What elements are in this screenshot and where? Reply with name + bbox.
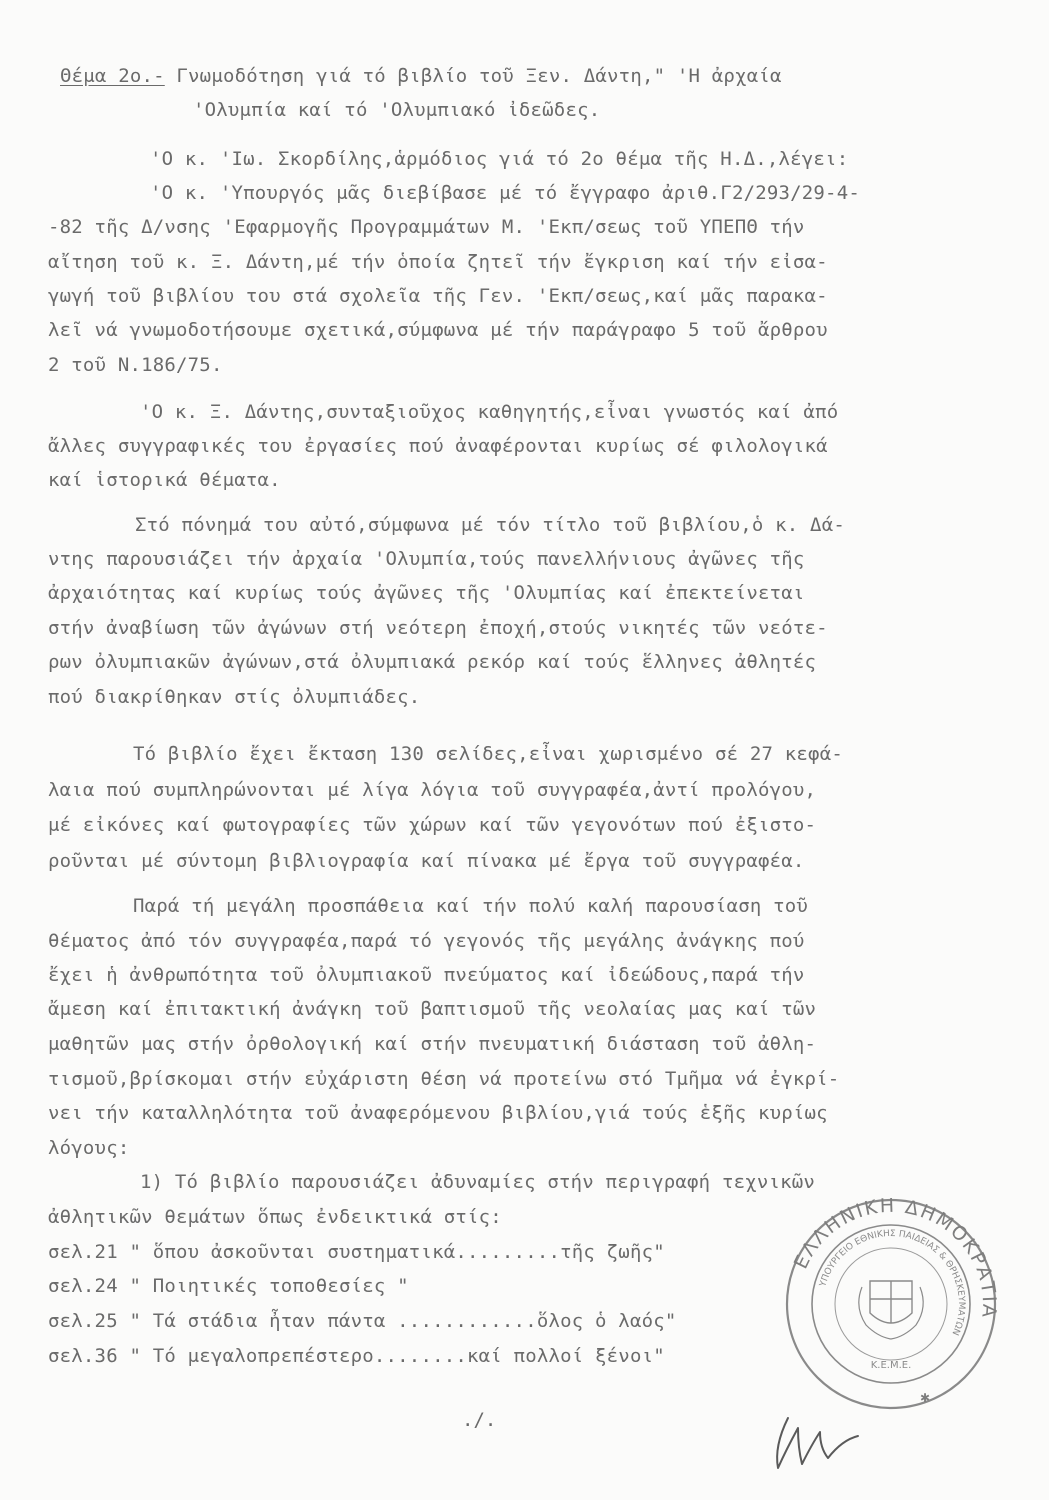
paragraph-5-line: θέματος ἀπό τόν συγγραφέα,παρά τό γεγονός τῆς μεγάλης ἀνάγκης πού: [48, 930, 805, 952]
paragraph-1-line: 2 τοῦ Ν.186/75.: [48, 354, 223, 376]
paragraph-3-line: στήν ἀναβίωση τῶν ἀγώνων στή νεότερη ἐποχή,στούς νικητές τῶν νεότε-: [48, 617, 828, 639]
subject-title-part-2: 'Ολυμπία καί τό 'Ολυμπιακό ἰδεῶδες.: [193, 99, 601, 121]
paragraph-5-line: Παρά τή μεγάλη προσπάθεια καί τήν πολύ καλή παρουσίαση τοῦ: [133, 895, 809, 917]
stamp-outer-text: ΕΛΛΗΝΙΚΗ ΔΗΜΟΚΡΑΤΙΑ: [789, 1195, 1000, 1321]
citation-line: σελ.24 " Ποιητικές τοποθεσίες ": [48, 1275, 409, 1297]
handwritten-signature: [768, 1410, 864, 1474]
page-continuation-marker: ./.: [462, 1409, 497, 1431]
stamp-bottom-text: Κ.Ε.Μ.Ε.: [870, 1360, 912, 1371]
paragraph-4-line: Τό βιβλίο ἔχει ἔκταση 130 σελίδες,εἶναι χωρισμένο σέ 27 κεφά-: [133, 743, 843, 765]
intro-line: 'Ο κ. 'Ιω. Σκορδίλης,ἁρμόδιος γιά τό 2ο θέμα τῆς Η.Δ.,λέγει:: [150, 148, 849, 170]
official-stamp: [782, 1195, 1000, 1413]
subject-label: Θέμα 2ο.-: [60, 65, 165, 87]
paragraph-2-line: 'Ο κ. Ξ. Δάντης,συνταξιοῦχος καθηγητής,εἶναι γνωστός καί ἀπό: [140, 401, 839, 423]
paragraph-3-line: Στό πόνημά του αὐτό,σύμφωνα μέ τόν τίτλο τοῦ βιβλίου,ὁ κ. Δά-: [135, 514, 845, 536]
paragraph-1-line: 'Ο κ. 'Υπουργός μᾶς διεβίβασε μέ τό ἔγγραφο ἀριθ.Γ2/293/29-4-: [150, 182, 860, 204]
paragraph-4-line: ροῦνται μέ σύντομη βιβλιογραφία καί πίνακα μέ ἔργα τοῦ συγγραφέα.: [48, 850, 805, 872]
subject-title-part-1: Γνωμοδότηση γιά τό βιβλίο τοῦ Ξεν. Δάντη," 'Η ἀρχαία: [164, 65, 782, 87]
paragraph-2-line: καί ἱστορικά θέματα.: [48, 469, 281, 491]
citation-line: σελ.36 " Τό μεγαλοπρεπέστερο........καί πολλοί ξένοι": [48, 1345, 665, 1367]
paragraph-5-line: νει τήν καταλληλότητα τοῦ ἀναφερόμενου βιβλίου,γιά τούς ἑξῆς κυρίως: [48, 1102, 828, 1124]
paragraph-3-line: ἀρχαιότητας καί κυρίως τούς ἀγῶνες τῆς 'Ολυμπίας καί ἐπεκτείνεται: [48, 582, 805, 604]
coat-of-arms-emblem: [859, 1281, 923, 1339]
paragraph-5-line: λόγους:: [48, 1137, 130, 1159]
paragraph-3-line: ντης παρουσιάζει τήν ἀρχαία 'Ολυμπία,τούς πανελλήνιους ἀγῶνες τῆς: [48, 548, 805, 570]
paragraph-5-line: ἄμεση καί ἐπιτακτική ἀνάγκη τοῦ βαπτισμοῦ τῆς νεολαίας μας καί τῶν: [48, 998, 817, 1020]
paragraph-2-line: ἄλλες συγγραφικές του ἐργασίες πού ἀναφέρονται κυρίως σέ φιλολογικά: [48, 435, 828, 457]
paragraph-5-line: ἔχει ἡ ἀνθρωπότητα τοῦ ὀλυμπιακοῦ πνεύματος καί ἰδεώδους,παρά τήν: [48, 964, 805, 986]
paragraph-5-line: μαθητῶν μας στήν ὀρθολογική καί στήν πνευματική διάσταση τοῦ ἀθλη-: [48, 1033, 817, 1055]
paragraph-1-line: γωγή τοῦ βιβλίου του στά σχολεῖα τῆς Γεν. 'Εκπ/σεως,καί μᾶς παρακα-: [48, 285, 828, 307]
stamp-star-icon: ✱: [919, 1391, 931, 1405]
paragraph-4-line: μέ εἰκόνες καί φωτογραφίες τῶν χώρων καί τῶν γεγονότων πού ἐξιστο-: [48, 814, 817, 836]
point-1-line: ἀθλητικῶν θεμάτων ὅπως ἐνδεικτικά στίς:: [48, 1206, 502, 1228]
paragraph-4-line: λαια πού συμπληρώνονται μέ λίγα λόγια τοῦ συγγραφέα,ἀντί προλόγου,: [48, 779, 817, 801]
point-1-line: 1) Τό βιβλίο παρουσιάζει ἀδυναμίες στήν περιγραφή τεχνικῶν: [140, 1171, 816, 1193]
subject-heading-line-1: [60, 64, 782, 88]
paragraph-3-line: πού διακρίθηκαν στίς ὀλυμπιάδες.: [48, 686, 421, 708]
paragraph-1-line: αἴτηση τοῦ κ. Ξ. Δάντη,μέ τήν ὁποία ζητεῖ τήν ἔγκριση καί τήν εἰσα-: [48, 251, 828, 273]
paragraph-5-line: τισμοῦ,βρίσκομαι στήν εὐχάριστη θέση νά προτείνω στό Τμῆμα νά ἐγκρί-: [48, 1068, 840, 1090]
paragraph-1-line: λεῖ νά γνωμοδοτήσουμε σχετικά,σύμφωνα μέ τήν παράγραφο 5 τοῦ ἄρθρου: [48, 319, 828, 341]
citation-line: σελ.25 " Τά στάδια ἦταν πάντα ............ὅλος ὁ λαός": [48, 1310, 677, 1332]
stamp-inner-text: ΥΠΟΥΡΓΕΙΟ ΕΘΝΙΚΗΣ ΠΑΙΔΕΙΑΣ & ΘΡΗΣΚΕΥΜΑΤΩΝ: [818, 1228, 967, 1337]
paragraph-3-line: ρων ὀλυμπιακῶν ἀγώνων,στά ὀλυμπιακά ρεκόρ καί τούς ἕλληνες ἀθλητές: [48, 651, 817, 673]
citation-line: σελ.21 " ὅπου ἀσκοῦνται συστηματικά.........τῆς ζωῆς": [48, 1241, 665, 1263]
paragraph-1-line: -82 τῆς Δ/νσης 'Εφαρμογῆς Προγραμμάτων Μ. 'Εκπ/σεως τοῦ ΥΠΕΠΘ τήν: [48, 216, 805, 238]
